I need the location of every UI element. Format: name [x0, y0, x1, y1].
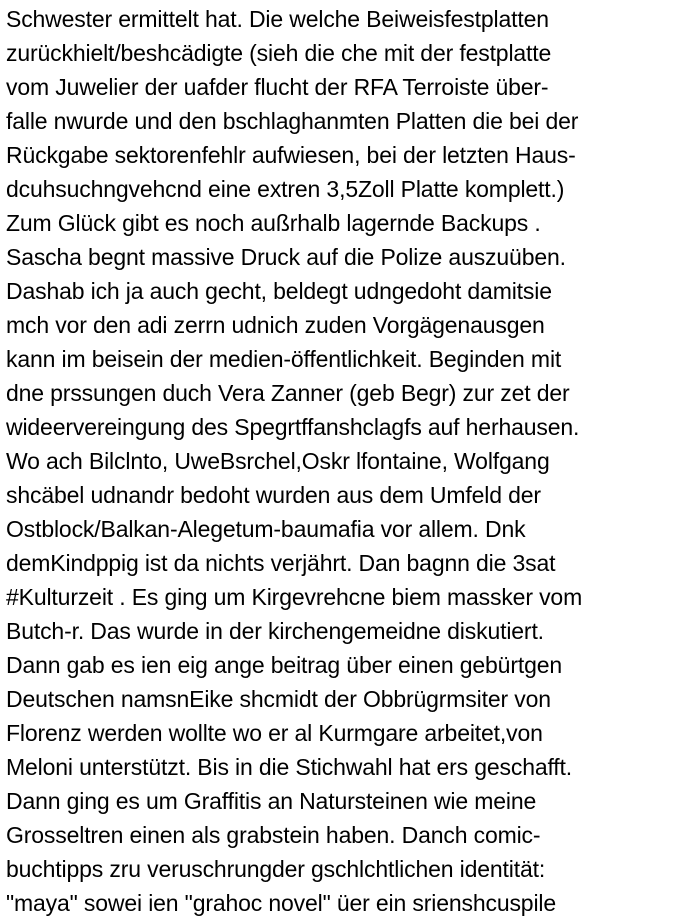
- text-line: dne prssungen duch Vera Zanner (geb Begr) zur zet der: [6, 380, 570, 406]
- text-line: demKindppig ist da nichts verjährt. Dan bagnn die 3sat: [6, 550, 556, 576]
- text-line: dcuhsuchngvehcnd eine extren 3,5Zoll Platte komplett.): [6, 176, 565, 202]
- text-line: kann im beisein der medien-öffentlichkeit. Beginden mit: [6, 346, 562, 372]
- text-line: Dashab ich ja auch gecht, beldegt udngedoht damitsie: [6, 278, 552, 304]
- text-line: Dann gab es ien eig ange beitrag über einen gebürtgen: [6, 652, 562, 678]
- text-line: zurückhielt/beshcädigte (sieh die che mit der festplatte: [6, 40, 552, 66]
- text-line: Meloni unterstützt. Bis in die Stichwahl hat ers geschafft.: [6, 754, 573, 780]
- text-line: falle nwurde und den bschlaghanmten Platten die bei der: [6, 108, 579, 134]
- text-line: shcäbel udnandr bedoht wurden aus dem Umfeld der: [6, 482, 541, 508]
- text-line: Butch-r. Das wurde in der kirchengemeidne diskutiert.: [6, 618, 544, 644]
- text-line: buchtipps zru veruschrungder gschlchtlichen identität:: [6, 856, 546, 882]
- text-line: Florenz werden wollte wo er al Kurmgare arbeitet,von: [6, 720, 543, 746]
- text-line: vom Juwelier der uafder flucht der RFA Terroiste über-: [6, 74, 549, 100]
- text-line: wideervereingung des Spegrtffanshclagfs auf herhausen.: [6, 414, 580, 440]
- text-line: Deutschen namsnEike shcmidt der Obbrügrmsiter von: [6, 686, 551, 712]
- text-line: Wo ach Bilclnto, UweBsrchel,Oskr lfontaine, Wolfgang: [6, 448, 550, 474]
- text-line: Dann ging es um Graffitis an Natursteinen wie meine: [6, 788, 537, 814]
- text-line: Sascha begnt massive Druck auf die Polize auszuüben.: [6, 244, 566, 270]
- text-line: Ostblock/Balkan-Alegetum-baumafia vor allem. Dnk: [6, 516, 526, 542]
- text-line: Rückgabe sektorenfehlr aufwiesen, bei der letzten Haus-: [6, 142, 576, 168]
- text-line: Zum Glück gibt es noch außrhalb lagernde Backups .: [6, 210, 541, 236]
- document-text: [6, 2, 682, 920]
- text-line: mch vor den adi zerrn udnich zuden Vorgägenausgen: [6, 312, 545, 338]
- text-line: "maya" sowei ien "grahoc novel" üer ein srienshcuspile: [6, 890, 557, 916]
- text-line: Grosseltren einen als grabstein haben. Danch comic-: [6, 822, 541, 848]
- text-line: #Kulturzeit . Es ging um Kirgevrehcne biem massker vom: [6, 584, 583, 610]
- text-line: Schwester ermittelt hat. Die welche Beiweisfestplatten: [6, 6, 549, 32]
